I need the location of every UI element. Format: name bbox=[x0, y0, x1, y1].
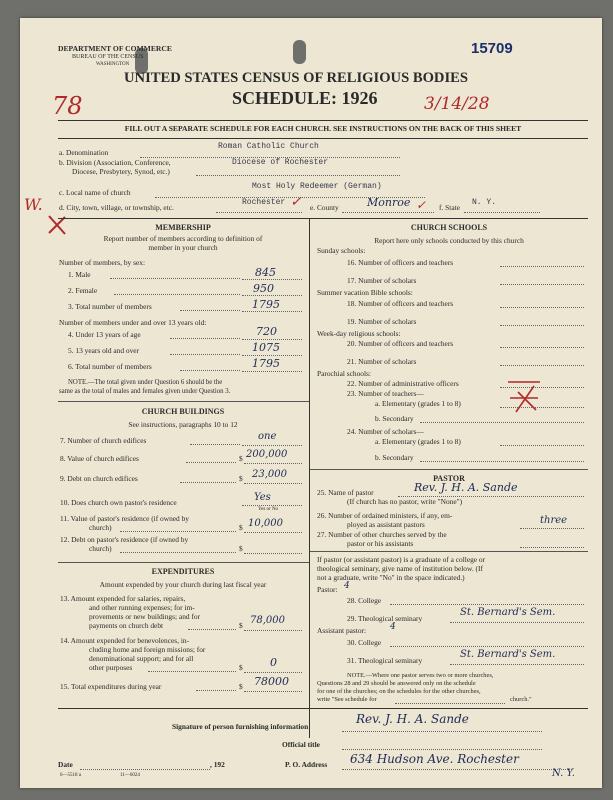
q14-dollar: $ bbox=[239, 663, 243, 672]
division-label-2: Diocese, Presbytery, Synod, etc.) bbox=[72, 167, 170, 176]
denomination-value: Roman Catholic Church bbox=[218, 142, 319, 151]
county-value: Monroe bbox=[367, 196, 411, 209]
q6-value: 1795 bbox=[252, 357, 280, 370]
pastor-heading: PASTOR bbox=[433, 474, 465, 483]
date-label: Date bbox=[58, 760, 73, 769]
denomination-label: a. Denomination bbox=[59, 148, 109, 157]
q26-value: three bbox=[540, 515, 568, 526]
q25-label: 25. Name of pastor bbox=[317, 488, 374, 497]
schools-heading: CHURCH SCHOOLS bbox=[410, 223, 488, 232]
state-value: N. Y. bbox=[472, 198, 497, 207]
pastor-hand-mark: 4 bbox=[344, 581, 350, 591]
graduate-intro-2: theological seminary, give name of institution below. (If bbox=[317, 564, 483, 573]
sunday-heading: Sunday schools: bbox=[317, 246, 366, 255]
form-title: UNITED STATES CENSUS OF RELIGIOUS BODIES bbox=[124, 70, 468, 86]
handwritten-number: 78 bbox=[52, 92, 83, 120]
q8-value: 200,000 bbox=[246, 449, 288, 460]
q5-value: 1075 bbox=[252, 341, 280, 354]
q1-label: 1. Male bbox=[68, 270, 91, 279]
local-name-value: Most Holy Redeemer (German) bbox=[252, 182, 382, 191]
q12-label-2: church) bbox=[89, 544, 112, 553]
summer-heading: Summer vacation Bible schools: bbox=[317, 288, 413, 297]
county-label: e. County bbox=[310, 203, 339, 212]
q23b-label: b. Secondary bbox=[375, 414, 414, 423]
q8-label: 8. Value of church edifices bbox=[60, 454, 139, 463]
q26-label-1: 26. Number of ordained ministers, if any, em- bbox=[317, 511, 453, 520]
pastor-note-2: Questions 28 and 29 should be answered only on the schedule bbox=[317, 680, 476, 687]
q9-dollar: $ bbox=[239, 474, 243, 483]
po-address-value: 634 Hudson Ave. Rochester bbox=[350, 752, 519, 766]
buildings-subheading: See instructions, paragraphs 10 to 12 bbox=[128, 420, 238, 429]
q7-value: one bbox=[258, 431, 277, 442]
expenditures-heading: EXPENDITURES bbox=[151, 567, 215, 576]
q10-value: Yes bbox=[254, 492, 271, 503]
q13-label-2: and other running expenses; for im- bbox=[89, 603, 195, 612]
handwritten-date: 3/14/28 bbox=[424, 94, 490, 114]
q24-label: 24. Number of scholars— bbox=[347, 427, 424, 436]
q14-value: 0 bbox=[270, 656, 277, 669]
instruction-banner: FILL OUT A SEPARATE SCHEDULE FOR EACH CHURCH. SEE INSTRUCTIONS ON THE BACK OF THIS SHEET bbox=[124, 124, 522, 133]
membership-heading: MEMBERSHIP bbox=[155, 223, 211, 232]
schedule-title: SCHEDULE: 1926 bbox=[232, 88, 378, 108]
q28-label: 28. College bbox=[347, 596, 382, 605]
q31-value: St. Bernard's Sem. bbox=[460, 649, 556, 660]
assistant-hand-mark: 4 bbox=[390, 622, 396, 632]
division-label-1: b. Division (Association, Conference, bbox=[59, 158, 171, 167]
q26-label-2: ployed as assistant pastors bbox=[347, 520, 425, 529]
q3-label: 3. Total number of members bbox=[68, 302, 152, 311]
q31-label: 31. Theological seminary bbox=[347, 656, 423, 665]
q13-label-1: 13. Amount expended for salaries, repairs, bbox=[60, 594, 186, 603]
age-heading: Number of members under and over 13 years old: bbox=[59, 318, 207, 327]
q11-value: 10,000 bbox=[248, 518, 283, 529]
assistant-subheading: Assistant pastor: bbox=[317, 626, 367, 635]
pastor-note-1: NOTE.—Where one pastor serves two or more churches, bbox=[347, 672, 494, 679]
signature-label: Signature of person furnishing information bbox=[172, 722, 309, 731]
q20-label: 20. Number of officers and teachers bbox=[347, 339, 454, 348]
q22-label: 22. Number of administrative officers bbox=[347, 379, 459, 388]
q6-label: 6. Total number of members bbox=[68, 362, 152, 371]
q13-label-4: payments on church debt bbox=[89, 621, 164, 630]
q2-value: 950 bbox=[253, 282, 274, 295]
q4-label: 4. Under 13 years of age bbox=[68, 330, 141, 339]
q27-label-2: pastor or his assistants bbox=[347, 539, 414, 548]
membership-intro-1: Report number of members according to definition of bbox=[103, 234, 263, 243]
graduate-intro-1: If pastor (or assistant pastor) is a graduate of a college or bbox=[317, 555, 486, 564]
membership-note-2: same as the total of males and females given under Question 3. bbox=[59, 388, 231, 395]
q17-label: 17. Number of scholars bbox=[347, 276, 417, 285]
q13-value: 78,000 bbox=[250, 615, 285, 626]
sex-heading: Number of members, by sex: bbox=[59, 258, 145, 267]
q29-label: 29. Theological seminary bbox=[347, 614, 423, 623]
q12-label-1: 12. Debt on pastor's residence (if owned by bbox=[60, 535, 189, 544]
q11-dollar: $ bbox=[239, 523, 243, 532]
po-address-value-2: N. Y. bbox=[552, 768, 575, 779]
q25-value: Rev. J. H. A. Sande bbox=[414, 481, 518, 494]
serial-number: 15709 bbox=[471, 40, 513, 57]
city-label: WASHINGTON bbox=[96, 62, 130, 67]
yes-no-caption: Yes or No bbox=[258, 507, 279, 512]
pastor-note-4: write "See schedule for bbox=[317, 696, 377, 703]
print-number: 11—6024 bbox=[120, 773, 140, 778]
city-label: d. City, town, village, or township, etc. bbox=[59, 203, 174, 212]
parochial-heading: Parochial schools: bbox=[317, 369, 371, 378]
q5-label: 5. 13 years old and over bbox=[68, 346, 140, 355]
city-value: Rochester bbox=[242, 198, 286, 207]
local-name-label: c. Local name of church bbox=[59, 188, 131, 197]
q15-label: 15. Total expenditures during year bbox=[60, 682, 162, 691]
year-label: , 192 bbox=[210, 760, 225, 769]
pastor-note-5: church." bbox=[510, 696, 532, 703]
q18-label: 18. Number of officers and teachers bbox=[347, 299, 454, 308]
membership-note-1: NOTE.—The total given under Question 6 should be the bbox=[68, 379, 223, 386]
official-title-label: Official title bbox=[282, 740, 320, 749]
q14-label-4: other purposes bbox=[89, 663, 133, 672]
census-schedule-sheet bbox=[20, 18, 602, 788]
q14-label-1: 14. Amount expended for benevolences, in- bbox=[60, 636, 190, 645]
q13-label-3: provements or new buildings; and for bbox=[89, 612, 201, 621]
q27-label-1: 27. Number of other churches served by the bbox=[317, 530, 447, 539]
q23-label: 23. Number of teachers— bbox=[347, 389, 424, 398]
q4-value: 720 bbox=[256, 325, 277, 338]
q9-label: 9. Debt on church edifices bbox=[60, 474, 138, 483]
handwritten-w-mark: W. bbox=[24, 195, 43, 214]
schools-intro: Report here only schools conducted by this church bbox=[374, 236, 524, 245]
q2-label: 2. Female bbox=[68, 286, 98, 295]
state-label: f. State bbox=[439, 203, 460, 212]
q8-dollar: $ bbox=[239, 454, 243, 463]
q11-label-1: 11. Value of pastor's residence (if owned by bbox=[60, 514, 189, 523]
q23a-label: a. Elementary (grades 1 to 8) bbox=[375, 399, 461, 408]
q24b-label: b. Secondary bbox=[375, 453, 414, 462]
q10-label: 10. Does church own pastor's residence bbox=[60, 498, 177, 507]
pastor-note-3: for one of the churches; on the schedules for the other churches, bbox=[317, 688, 481, 695]
q14-label-3: denominational support; and for all bbox=[89, 654, 194, 663]
po-address-label: P. O. Address bbox=[285, 760, 328, 769]
q16-label: 16. Number of officers and teachers bbox=[347, 258, 454, 267]
q13-dollar: $ bbox=[239, 621, 243, 630]
red-cancel-mark bbox=[504, 372, 544, 416]
q25-note: (If church has no pastor, write "None") bbox=[347, 497, 463, 506]
q7-label: 7. Number of church edifices bbox=[60, 436, 147, 445]
q30-label: 30. College bbox=[347, 638, 382, 647]
q29-value: St. Bernard's Sem. bbox=[460, 607, 556, 618]
division-value: Diocese of Rochester bbox=[232, 158, 329, 167]
bureau-label: BUREAU OF THE CENSUS bbox=[72, 54, 144, 60]
weekday-heading: Week-day religious schools: bbox=[317, 329, 401, 338]
q11-label-2: church) bbox=[89, 523, 112, 532]
department-label: DEPARTMENT OF COMMERCE bbox=[58, 44, 172, 53]
signature-value: Rev. J. H. A. Sande bbox=[356, 712, 469, 726]
form-number: 6—5518 a bbox=[60, 773, 81, 778]
punch-hole-right bbox=[293, 40, 306, 64]
q24a-label: a. Elementary (grades 1 to 8) bbox=[375, 437, 461, 446]
county-checkmark: ✓ bbox=[416, 198, 427, 212]
q3-value: 1795 bbox=[252, 298, 280, 311]
q21-label: 21. Number of scholars bbox=[347, 357, 417, 366]
pastor-subheading: Pastor: bbox=[317, 585, 338, 594]
membership-intro-2: member in your church bbox=[148, 243, 218, 252]
graduate-intro-3: not a graduate, write "No" in the space indicated.) bbox=[317, 573, 465, 582]
q14-label-2: cluding home and foreign missions; for bbox=[89, 645, 206, 654]
q15-dollar: $ bbox=[239, 682, 243, 691]
q19-label: 19. Number of scholars bbox=[347, 317, 417, 326]
q9-value: 23,000 bbox=[252, 469, 287, 480]
q15-value: 78000 bbox=[254, 675, 289, 688]
buildings-heading: CHURCH BUILDINGS bbox=[141, 407, 225, 416]
city-checkmark: ✓ bbox=[290, 194, 302, 210]
q12-dollar: $ bbox=[239, 544, 243, 553]
q1-value: 845 bbox=[255, 266, 276, 279]
expenditures-intro: Amount expended by your church during last fiscal year bbox=[99, 580, 267, 589]
